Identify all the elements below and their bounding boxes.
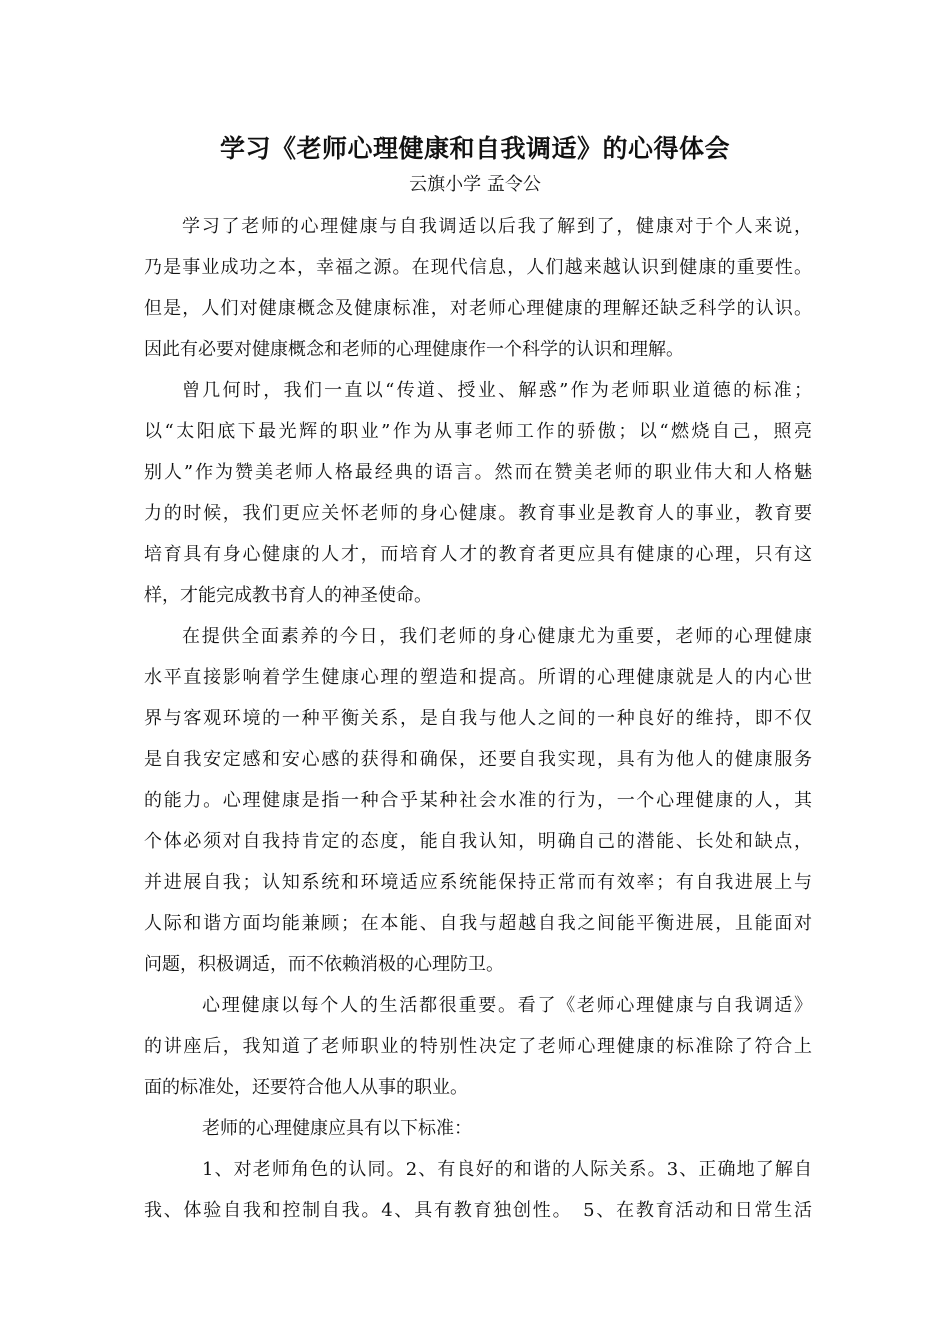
text-line: 1、对老师角色的认同。2、有良好的和谐的人际关系。3、正确地了解自 bbox=[202, 1159, 812, 1180]
text-line: 曾几何时，我们一直以“传道、授业、解惑”作为老师职业道德的标准； bbox=[182, 380, 812, 401]
text-line: 界与客观环境的一种平衡关系，是自我与他人之间的一种良好的维持，即不仅 bbox=[144, 708, 812, 729]
paragraph-3 bbox=[144, 616, 812, 985]
text-line: 是自我安定感和安心感的获得和确保，还要自我实现，具有为他人的健康服务 bbox=[144, 749, 812, 770]
text-line: 人际和谐方面均能兼顾；在本能、自我与超越自我之间能平衡进展，且能面对 bbox=[144, 913, 812, 934]
text-line: 问题，积极调适，而不依赖消极的心理防卫。 bbox=[144, 954, 504, 975]
text-line: 的能力。心理健康是指一种合乎某种社会水准的行为，一个心理健康的人，其 bbox=[144, 790, 812, 811]
document-title: 学习《老师心理健康和自我调适》的心得体会 bbox=[219, 134, 730, 163]
text-line: 因此有必要对健康概念和老师的心理健康作一个科学的认识和理解。 bbox=[144, 339, 684, 360]
paragraph-5 bbox=[144, 1108, 812, 1149]
text-line: 样，才能完成教书育人的神圣使命。 bbox=[144, 585, 432, 606]
text-line: 别人”作为赞美老师人格最经典的语言。然而在赞美老师的职业伟大和人格魅 bbox=[144, 462, 812, 483]
text-line: 老师的心理健康应具有以下标准： bbox=[202, 1118, 472, 1139]
text-line: 个体必须对自我持肯定的态度，能自我认知，明确自己的潜能、长处和缺点， bbox=[144, 831, 812, 852]
text-line: 学习了老师的心理健康与自我调适以后我了解到了，健康对于个人来说， bbox=[182, 216, 812, 237]
text-line: 培育具有身心健康的人才，而培育人才的教育者更应具有健康的心理，只有这 bbox=[144, 544, 812, 565]
paragraph-4 bbox=[144, 985, 812, 1108]
text-line: 以“太阳底下最光辉的职业”作为从事老师工作的骄傲；以“燃烧自己，照亮 bbox=[144, 421, 812, 442]
text-line: 心理健康以每个人的生活都很重要。看了《老师心理健康与自我调适》 bbox=[202, 995, 812, 1016]
text-line: 我、体验自我和控制自我。4、具有教育独创性。 5、在教育活动和日常生活 bbox=[144, 1200, 812, 1221]
text-line: 乃是事业成功之本，幸福之源。在现代信息，人们越来越认识到健康的重要性。 bbox=[144, 257, 812, 278]
paragraph-6 bbox=[144, 1149, 812, 1231]
author-byline: 云旗小学 孟令公 bbox=[409, 174, 541, 195]
text-line: 的讲座后，我知道了老师职业的特别性决定了老师心理健康的标准除了符合上 bbox=[144, 1036, 812, 1057]
paragraph-2 bbox=[144, 370, 812, 616]
text-line: 水平直接影响着学生健康心理的塑造和提高。所谓的心理健康就是人的内心世 bbox=[144, 667, 812, 688]
text-line: 面的标准处，还要符合他人从事的职业。 bbox=[144, 1077, 468, 1098]
document-body bbox=[144, 206, 812, 1231]
text-line: 力的时候，我们更应关怀老师的身心健康。教育事业是教育人的事业，教育要 bbox=[144, 503, 812, 524]
text-line: 并进展自我；认知系统和环境适应系统能保持正常而有效率；有自我进展上与 bbox=[144, 872, 812, 893]
text-line: 但是，人们对健康概念及健康标准，对老师心理健康的理解还缺乏科学的认识。 bbox=[144, 298, 812, 319]
paragraph-1 bbox=[144, 206, 812, 370]
text-line: 在提供全面素养的今日，我们老师的身心健康尤为重要，老师的心理健康 bbox=[182, 626, 812, 647]
